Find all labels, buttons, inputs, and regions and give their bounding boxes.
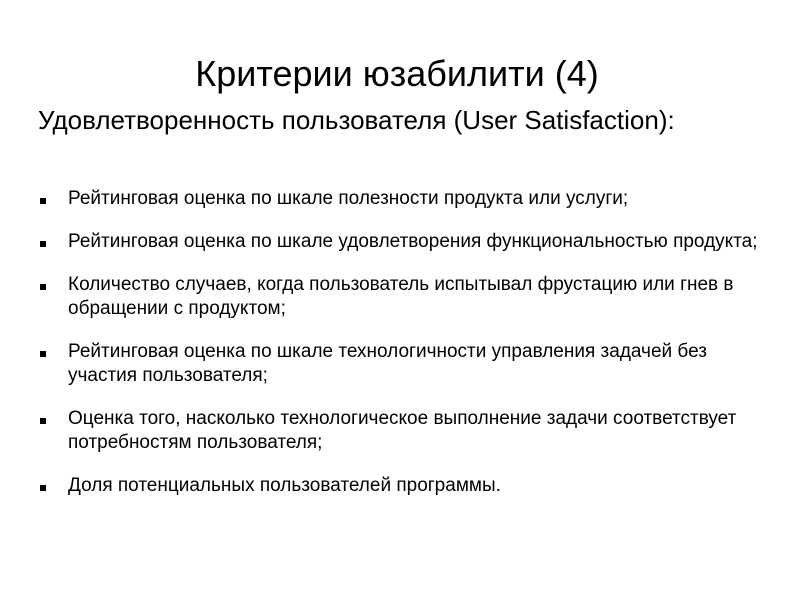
square-bullet-icon <box>40 351 46 357</box>
bullet-item <box>38 340 758 388</box>
bullet-item <box>38 187 758 211</box>
slide-title: Критерии юзабилити (4) <box>195 53 599 94</box>
square-bullet-icon <box>40 418 46 424</box>
bullet-item <box>38 273 758 321</box>
bullet-text: Оценка того, насколько технологическое выполнение задачи соответствует потребностям пользователя; <box>68 408 737 453</box>
bullet-text: Доля потенциальных пользователей программы. <box>68 475 501 496</box>
bullet-item <box>38 230 758 254</box>
bullet-text: Рейтинговая оценка по шкале полезности продукта или услуги; <box>68 188 629 209</box>
bullet-text: Рейтинговая оценка по шкале технологичности управления задачей без участия пользователя; <box>68 341 707 386</box>
square-bullet-icon <box>40 198 46 204</box>
bullet-list <box>38 187 758 517</box>
square-bullet-icon <box>40 241 46 247</box>
bullet-item <box>38 407 758 455</box>
square-bullet-icon <box>40 284 46 290</box>
section-heading: Удовлетворенность пользователя (User Satisfaction): <box>38 105 675 135</box>
square-bullet-icon <box>40 485 46 491</box>
bullet-item <box>38 474 758 498</box>
bullet-text: Количество случаев, когда пользователь испытывал фрустацию или гнев в обращении с продуктом; <box>68 274 734 319</box>
bullet-text: Рейтинговая оценка по шкале удовлетворения функциональностью продукта; <box>68 231 758 252</box>
